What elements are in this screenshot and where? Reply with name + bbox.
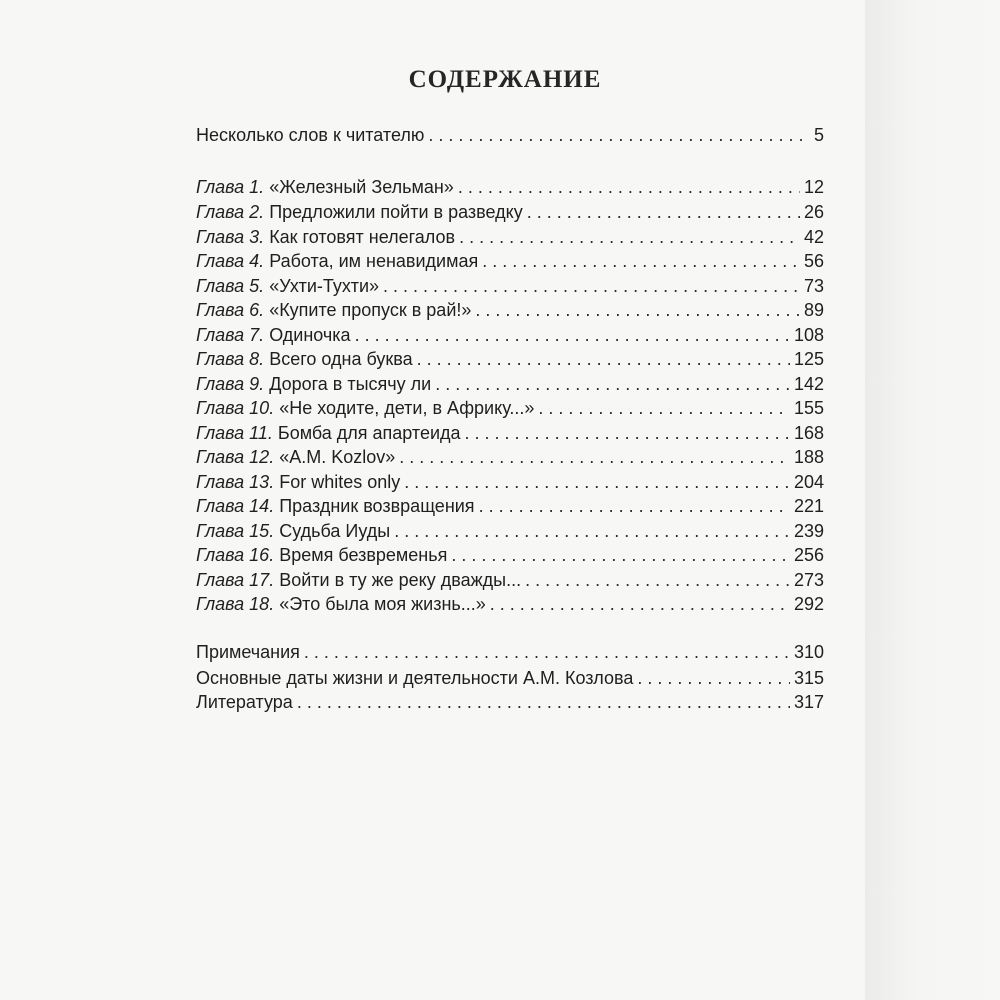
chapter-label: Глава 9. [196, 374, 265, 394]
dot-leader [428, 125, 810, 146]
chapter-label: Глава 5. [196, 276, 265, 296]
chapter-title: Работа, им ненавидимая [269, 251, 479, 271]
chapter-title: Судьба Иуды [279, 521, 391, 541]
toc-entry-title: Несколько слов к читателю [196, 125, 425, 145]
dot-leader [482, 251, 800, 272]
chapter-label: Глава 11. [196, 423, 273, 443]
chapter-label: Глава 10. [196, 398, 275, 418]
toc-entry-appendix [196, 668, 824, 693]
chapter-title: Праздник возвращения [279, 496, 475, 516]
dot-leader [394, 521, 790, 542]
toc-page-number: 239 [793, 521, 824, 541]
toc-page-number: 5 [813, 125, 824, 145]
toc-entry-chapter [196, 447, 824, 472]
chapter-title: Войти в ту же реку дважды... [279, 570, 522, 590]
dot-leader [637, 668, 790, 689]
toc-page-number: 26 [803, 202, 824, 222]
dot-leader [465, 423, 790, 444]
toc-page-number: 315 [793, 668, 824, 688]
toc-entry-title: Примечания [196, 642, 300, 662]
chapter-title: «Купите пропуск в рай!» [269, 300, 472, 320]
toc-page-number: 125 [793, 349, 824, 369]
toc-entry-chapter [196, 374, 824, 399]
dot-leader [417, 349, 790, 370]
chapter-label: Глава 1. [196, 177, 265, 197]
dot-leader [458, 177, 800, 198]
toc-entry-chapter [196, 202, 824, 227]
chapter-label: Глава 13. [196, 472, 275, 492]
chapter-label: Глава 12. [196, 447, 275, 467]
chapter-title: «Ухти-Тухти» [269, 276, 380, 296]
dot-leader [304, 642, 790, 663]
dot-leader [297, 692, 790, 713]
toc-page-number: 108 [793, 325, 824, 345]
dot-leader [475, 300, 800, 321]
chapter-title: «Железный Зельман» [269, 177, 454, 197]
toc-entry-chapter [196, 177, 824, 202]
toc-page-number: 273 [793, 570, 824, 590]
toc-entry-chapter [196, 300, 824, 325]
toc-page-number: 221 [793, 496, 824, 516]
dot-leader [525, 570, 790, 591]
toc-page-number: 317 [793, 692, 824, 712]
toc-entry-chapter [196, 325, 824, 350]
toc-page-number: 56 [803, 251, 824, 271]
toc-entry-title: Литература [196, 692, 293, 712]
toc-page-number: 89 [803, 300, 824, 320]
chapter-title: «A.M. Kozlov» [279, 447, 396, 467]
chapter-label: Глава 3. [196, 227, 265, 247]
dot-leader [459, 227, 800, 248]
toc-page-number: 73 [803, 276, 824, 296]
toc-entry-appendix [196, 692, 824, 717]
chapter-title: Время безвременья [279, 545, 448, 565]
chapter-title: Как готовят нелегалов [269, 227, 456, 247]
toc-entry-chapter [196, 521, 824, 546]
toc-entry-appendix [196, 642, 824, 667]
toc-page-number: 12 [803, 177, 824, 197]
chapter-title: For whites only [279, 472, 401, 492]
toc-entry-chapter [196, 227, 824, 252]
chapter-title: Одиночка [269, 325, 351, 345]
dot-leader [435, 374, 790, 395]
dot-leader [479, 496, 790, 517]
chapter-label: Глава 8. [196, 349, 265, 369]
adjacent-page-edge [865, 0, 1000, 1000]
chapter-title: «Это была моя жизнь...» [279, 594, 486, 614]
toc-entry-chapter [196, 349, 824, 374]
chapter-label: Глава 15. [196, 521, 275, 541]
dot-leader [451, 545, 790, 566]
chapter-label: Глава 16. [196, 545, 275, 565]
dot-leader [404, 472, 790, 493]
chapter-title: Дорога в тысячу ли [269, 374, 432, 394]
toc-entry-chapter [196, 496, 824, 521]
toc-page-number: 256 [793, 545, 824, 565]
chapter-label: Глава 18. [196, 594, 275, 614]
chapter-title: Предложили пойти в разведку [269, 202, 523, 222]
chapter-title: «Не ходите, дети, в Африку...» [279, 398, 535, 418]
toc-page-number: 292 [793, 594, 824, 614]
dot-leader [490, 594, 790, 615]
toc-entry-chapter [196, 594, 824, 619]
toc-entry-chapter [196, 570, 824, 595]
chapter-title: Бомба для апартеида [277, 423, 461, 443]
dot-leader [383, 276, 800, 297]
toc-entry-intro [196, 125, 824, 150]
toc-entry-chapter [196, 398, 824, 423]
toc-page-number: 310 [793, 642, 824, 662]
chapter-label: Глава 2. [196, 202, 265, 222]
page-title: СОДЕРЖАНИЕ [408, 66, 602, 93]
chapter-label: Глава 6. [196, 300, 265, 320]
dot-leader [355, 325, 790, 346]
toc-page-number: 168 [793, 423, 824, 443]
toc-entry-title: Основные даты жизни и деятельности А.М. Козлова [196, 668, 634, 688]
dot-leader [399, 447, 790, 468]
chapter-label: Глава 7. [196, 325, 265, 345]
dot-leader [527, 202, 800, 223]
toc-entry-chapter [196, 545, 824, 570]
toc-entry-chapter [196, 472, 824, 497]
chapter-label: Глава 14. [196, 496, 275, 516]
chapter-title: Всего одна буква [269, 349, 413, 369]
toc-entry-chapter [196, 251, 824, 276]
dot-leader [538, 398, 790, 419]
toc-entry-chapter [196, 423, 824, 448]
toc-page-number: 155 [793, 398, 824, 418]
chapter-label: Глава 17. [196, 570, 275, 590]
toc-page-number: 142 [793, 374, 824, 394]
toc-page-number: 42 [803, 227, 824, 247]
chapter-label: Глава 4. [196, 251, 265, 271]
toc-entry-chapter [196, 276, 824, 301]
toc-page-number: 188 [793, 447, 824, 467]
toc-page-number: 204 [793, 472, 824, 492]
